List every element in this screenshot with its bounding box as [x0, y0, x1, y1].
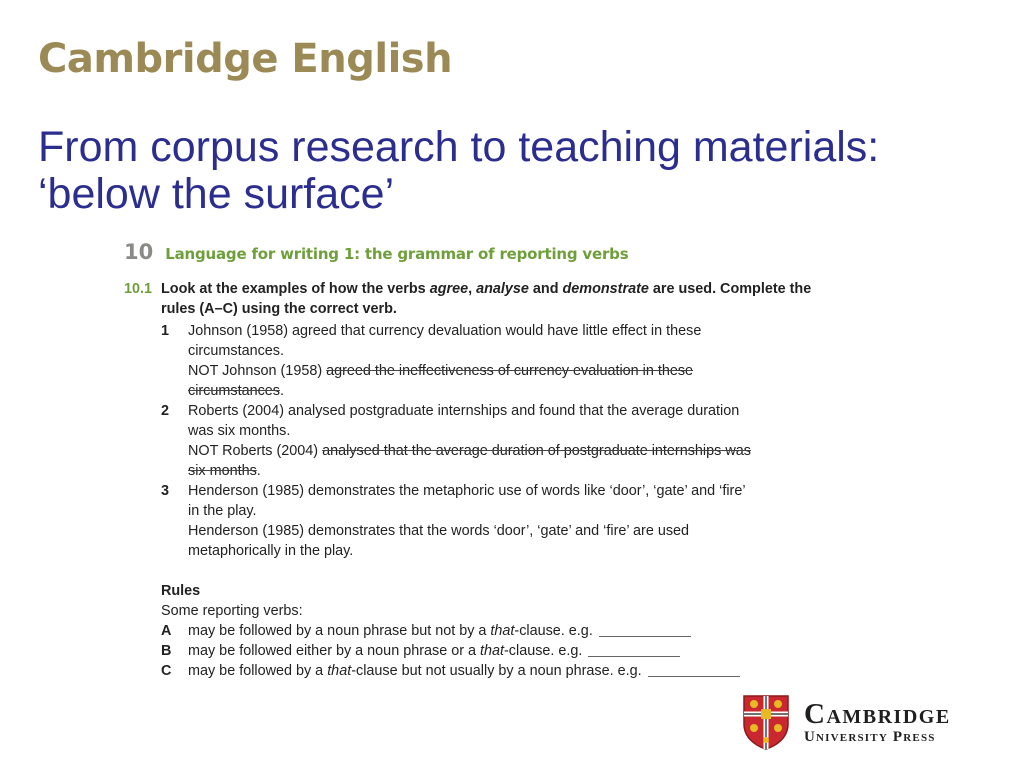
rule-letter: C [161, 663, 172, 679]
incorrect-example [188, 361, 844, 381]
logo-line2: University Press [804, 728, 936, 745]
punctuation: . [256, 463, 261, 479]
logo-line1: Cambridge [804, 697, 951, 730]
rule-c [161, 661, 844, 681]
instruction-sep: , [468, 281, 477, 297]
answer-blank[interactable] [648, 662, 740, 677]
answer-blank[interactable] [599, 622, 691, 637]
rules-heading: Rules [161, 583, 201, 599]
rule-text: -clause but not usually by a noun phrase. e.g. [351, 663, 642, 679]
exercise-instruction [161, 279, 844, 319]
instruction-text: Look at the examples of how the verbs [161, 281, 430, 297]
exercise-number: 10.1 [124, 281, 153, 297]
answer-blank[interactable] [588, 642, 680, 657]
incorrect-example [188, 461, 844, 481]
example-number: 2 [161, 403, 170, 419]
incorrect-example [188, 441, 844, 461]
example-text: Johnson (1958) agreed that currency devaluation would have little effect in these [188, 323, 702, 339]
rule-letter: B [161, 643, 172, 659]
struck-text: circumstances [188, 383, 280, 399]
cambridge-shield-icon [742, 694, 790, 750]
example-item [124, 481, 844, 561]
not-prefix: NOT Roberts (2004) [188, 443, 323, 459]
verb-agree: agree [429, 281, 469, 297]
rule-b [161, 641, 844, 661]
instruction-line2: rules (A–C) using the correct verb. [161, 301, 397, 317]
instruction-sep: and [528, 281, 563, 297]
rule-text: may be followed by a [188, 663, 328, 679]
unit-number: 10 [124, 240, 154, 264]
punctuation: . [279, 383, 284, 399]
example-text: in the play. [188, 503, 257, 519]
rule-italic: that [327, 663, 352, 679]
example-text: circumstances. [188, 343, 284, 359]
rule-letter: A [161, 623, 172, 639]
brand-heading: Cambridge English [38, 36, 453, 82]
example-number: 1 [161, 323, 170, 339]
example-text: metaphorically in the play. [188, 543, 354, 559]
example-item [124, 321, 844, 401]
unit-heading [124, 240, 628, 264]
rule-italic: that [490, 623, 515, 639]
slide-title [38, 124, 879, 218]
rules-intro: Some reporting verbs: [161, 603, 303, 619]
cambridge-logo [742, 694, 951, 750]
instruction-text: are used. Complete the [648, 281, 812, 297]
rule-text: -clause. e.g. [504, 643, 583, 659]
example-number: 3 [161, 483, 170, 499]
exercise [124, 279, 844, 681]
verb-analyse: analyse [476, 281, 529, 297]
struck-text: agreed the ineffectiveness of currency evaluation in these [326, 363, 694, 379]
rule-text: may be followed by a noun phrase but not by a [188, 623, 491, 639]
example-text: Roberts (2004) analysed postgraduate internships and found that the average duration [188, 403, 740, 419]
example-text: Henderson (1985) demonstrates the metaphoric use of words like ‘door’, ‘gate’ and ‘fire’ [188, 483, 746, 499]
rules-section [124, 581, 844, 681]
example-list [124, 321, 844, 561]
incorrect-example [188, 381, 844, 401]
example-text: was six months. [188, 423, 291, 439]
unit-title: Language for writing 1: the grammar of reporting verbs [165, 245, 629, 263]
rule-text: may be followed either by a noun phrase or a [188, 643, 480, 659]
not-prefix: NOT Johnson (1958) [188, 363, 327, 379]
verb-demonstrate: demonstrate [562, 281, 649, 297]
rule-italic: that [480, 643, 505, 659]
example-item [124, 401, 844, 481]
struck-text: analysed that the average duration of postgraduate internships was [322, 443, 751, 459]
slide-title-line1: From corpus research to teaching materials: [38, 123, 880, 171]
rule-text: -clause. e.g. [514, 623, 593, 639]
example-text: Henderson (1985) demonstrates that the words ‘door’, ‘gate’ and ‘fire’ are used [188, 523, 690, 539]
slide-title-line2: ‘below the surface’ [38, 170, 395, 218]
logo-text [804, 699, 951, 746]
struck-text: six months [188, 463, 257, 479]
rule-a [161, 621, 844, 641]
